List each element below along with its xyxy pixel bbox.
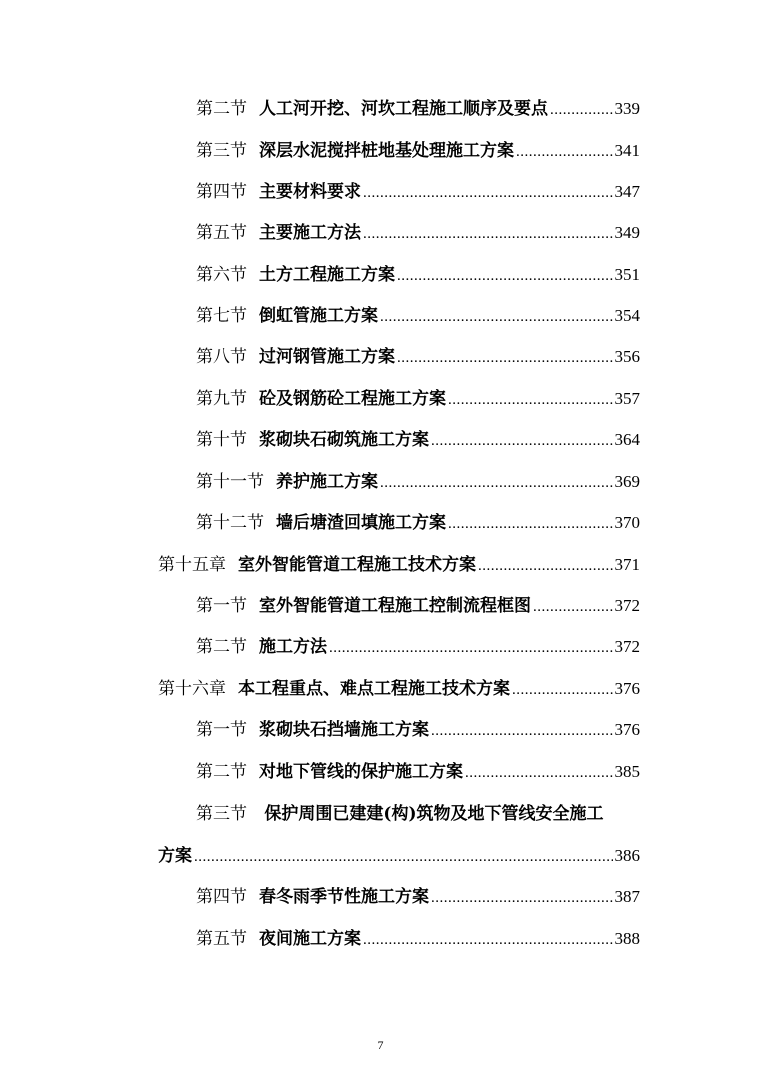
toc-leader-dots	[465, 758, 613, 788]
toc-entry-number: 第十二节	[196, 513, 264, 533]
toc-entry[interactable]	[196, 467, 640, 497]
toc-entry-page: 376	[614, 679, 640, 698]
toc-entry-title: 土方工程施工方案	[259, 265, 395, 285]
toc-entry-title: 浆砌块石挡墙施工方案	[259, 720, 429, 740]
toc-chapter-entry[interactable]	[158, 550, 640, 580]
toc-entry-page: 349	[614, 223, 640, 242]
toc-entry-title: 浆砌块石砌筑施工方案	[259, 430, 429, 450]
toc-entry-title: 砼及钢筋砼工程施工方案	[259, 389, 446, 409]
toc-leader-dots	[512, 675, 613, 705]
toc-entry-page: 385	[614, 762, 640, 781]
toc-entry-number: 第七节	[196, 306, 247, 326]
toc-entry-page: 339	[614, 99, 640, 118]
toc-entry[interactable]	[196, 218, 640, 248]
toc-entry[interactable]	[196, 94, 640, 124]
toc-entry-number: 第二节	[196, 762, 247, 782]
toc-entry-title: 墙后塘渣回填施工方案	[276, 513, 446, 533]
toc-entry-title: 倒虹管施工方案	[259, 306, 378, 326]
toc-entry-number: 第十六章	[158, 679, 226, 699]
toc-entry[interactable]	[196, 301, 640, 331]
toc-entry-page: 370	[614, 513, 640, 532]
toc-entry-number: 第九节	[196, 389, 247, 409]
toc-leader-dots	[194, 842, 613, 872]
toc-leader-dots	[363, 219, 613, 249]
toc-leader-dots	[431, 716, 613, 746]
toc-entry-title: 夜间施工方案	[259, 929, 361, 949]
toc-entry-title: 主要材料要求	[259, 182, 361, 202]
toc-entry-title: 过河钢管施工方案	[259, 347, 395, 367]
toc-entry[interactable]	[196, 425, 640, 455]
toc-entry-wrapped-continuation[interactable]	[158, 841, 640, 871]
toc-entry[interactable]	[196, 384, 640, 414]
toc-entry-title: 室外智能管道工程施工控制流程框图	[259, 596, 531, 616]
toc-leader-dots	[380, 302, 613, 332]
toc-entry[interactable]	[196, 757, 640, 787]
toc-entry[interactable]	[196, 591, 640, 621]
toc-entry-number: 第一节	[196, 596, 247, 616]
toc-entry-title: 春冬雨季节性施工方案	[259, 887, 429, 907]
toc-entry-page: 369	[614, 472, 640, 491]
toc-leader-dots	[448, 509, 613, 539]
toc-entry-number: 第六节	[196, 265, 247, 285]
toc-leader-dots	[431, 426, 613, 456]
toc-entry-title: 养护施工方案	[276, 472, 378, 492]
toc-entry-number: 第十五章	[158, 555, 226, 575]
toc-leader-dots	[448, 385, 613, 415]
toc-chapter-entry[interactable]	[158, 674, 640, 704]
toc-entry-title: 本工程重点、难点工程施工技术方案	[238, 679, 510, 699]
toc-entry-title: 对地下管线的保护施工方案	[259, 762, 463, 782]
page-number: 7	[377, 1038, 384, 1052]
toc-leader-dots	[363, 925, 613, 955]
toc-entry-number: 第四节	[196, 887, 247, 907]
toc-leader-dots	[397, 343, 613, 373]
toc-leader-dots	[397, 261, 613, 291]
toc-entry-page: 371	[614, 555, 640, 574]
toc-entry-number: 第一节	[196, 720, 247, 740]
toc-entry-page: 386	[614, 846, 640, 865]
toc-entry[interactable]	[196, 924, 640, 954]
toc-entry[interactable]	[196, 882, 640, 912]
toc-leader-dots	[329, 633, 613, 663]
toc-entry-page: 341	[614, 141, 640, 160]
toc-entry[interactable]	[196, 260, 640, 290]
toc-entry-title: 保护周围已建建(构)筑物及地下管线安全施工	[264, 804, 604, 824]
toc-leader-dots	[550, 95, 613, 125]
toc-entry-title: 人工河开挖、河坎工程施工顺序及要点	[259, 99, 548, 119]
toc-leader-dots	[431, 883, 613, 913]
toc-entry[interactable]	[196, 136, 640, 166]
toc-entry-title: 主要施工方法	[259, 223, 361, 243]
toc-entry-number: 第五节	[196, 223, 247, 243]
toc-entry-number: 第三节	[196, 804, 247, 824]
toc-entry-number: 第十一节	[196, 472, 264, 492]
toc-entry-number: 第五节	[196, 929, 247, 949]
toc-entry-wrapped[interactable]	[196, 799, 604, 829]
toc-entry-title: 深层水泥搅拌桩地基处理施工方案	[259, 141, 514, 161]
toc-entry-page: 364	[614, 430, 640, 449]
toc-entry[interactable]	[196, 177, 640, 207]
toc-entry[interactable]	[196, 508, 640, 538]
toc-entry-title-continuation: 方案	[158, 846, 192, 866]
toc-entry-number: 第二节	[196, 637, 247, 657]
toc-entry-page: 388	[614, 929, 640, 948]
toc-entry-page: 372	[614, 596, 640, 615]
toc-entry-page: 376	[614, 720, 640, 739]
toc-entry-page: 357	[614, 389, 640, 408]
toc-entry-page: 351	[614, 265, 640, 284]
toc-entry-page: 347	[614, 182, 640, 201]
toc-entry-number: 第三节	[196, 141, 247, 161]
toc-entry-title: 施工方法	[259, 637, 327, 657]
toc-entry-number: 第八节	[196, 347, 247, 367]
toc-entry-page: 354	[614, 306, 640, 325]
toc-entry-number: 第四节	[196, 182, 247, 202]
toc-entry-title: 室外智能管道工程施工技术方案	[238, 555, 476, 575]
toc-entry-page: 387	[614, 887, 640, 906]
toc-entry-page: 372	[614, 637, 640, 656]
toc-entry[interactable]	[196, 715, 640, 745]
toc-entry[interactable]	[196, 342, 640, 372]
toc-entry-number: 第十节	[196, 430, 247, 450]
toc-leader-dots	[363, 178, 613, 208]
toc-leader-dots	[478, 551, 613, 581]
toc-entry-page: 356	[614, 347, 640, 366]
toc-leader-dots	[380, 468, 613, 498]
toc-entry-number: 第二节	[196, 99, 247, 119]
toc-entry[interactable]	[196, 632, 640, 662]
toc-leader-dots	[516, 137, 613, 167]
toc-leader-dots	[533, 592, 613, 622]
